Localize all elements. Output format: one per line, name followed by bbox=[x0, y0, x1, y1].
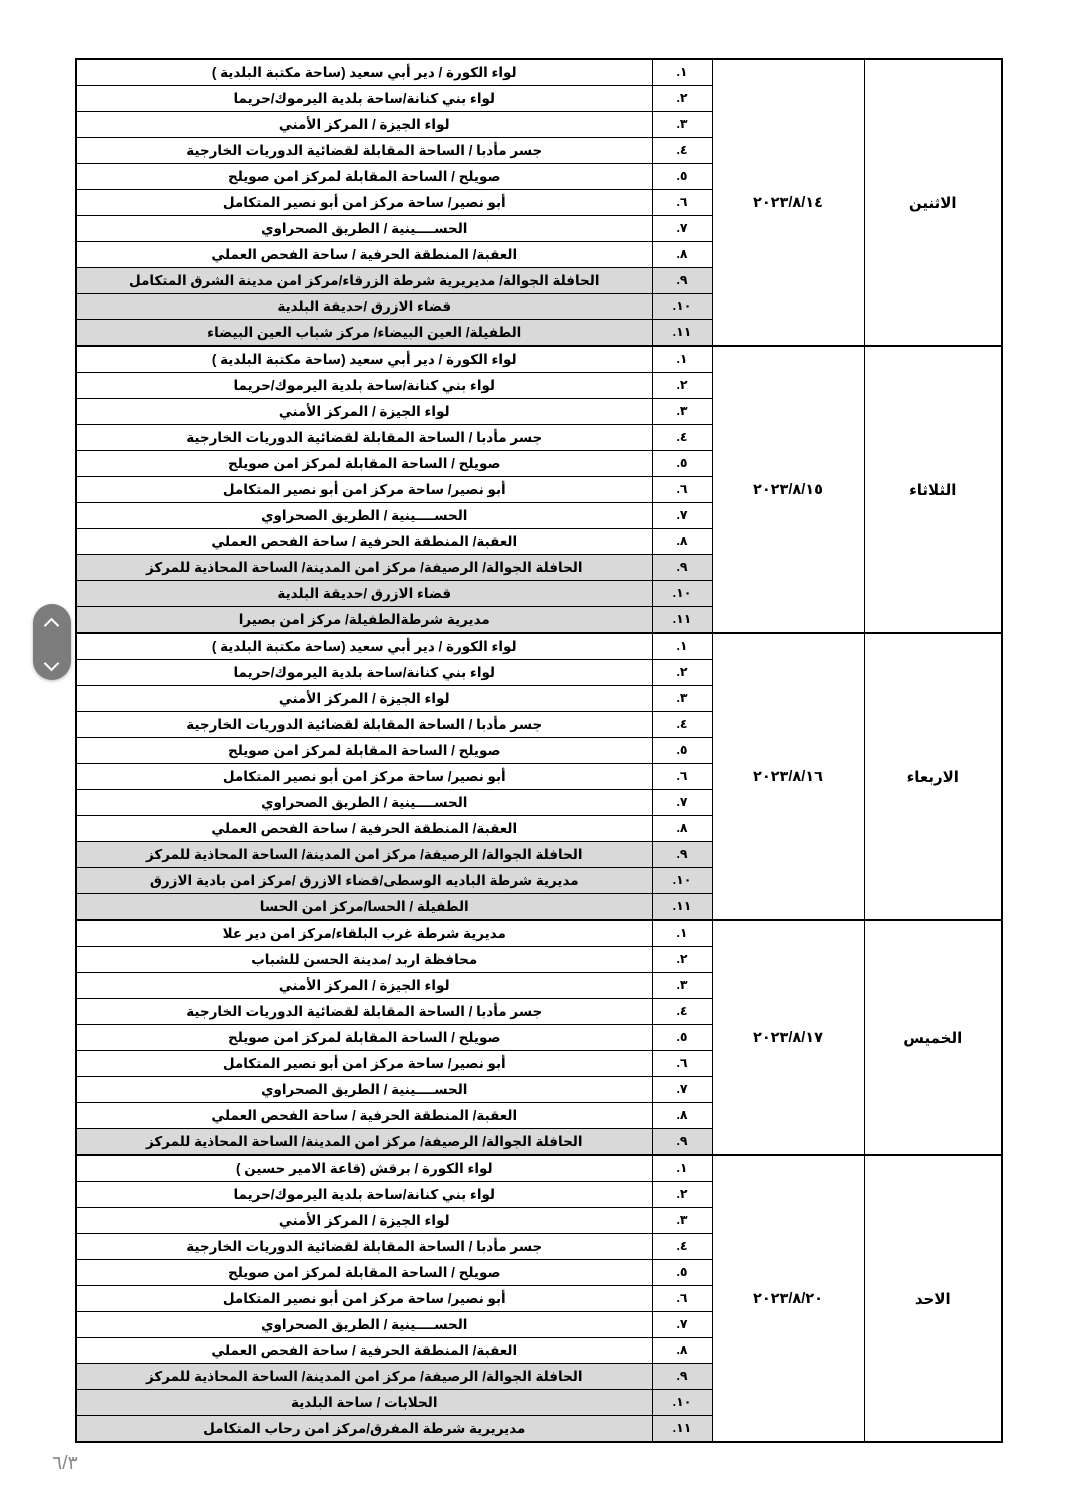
location-cell: الحافلة الجوالة/ الرصيفة/ مركز امن المدينة/ الساحة المحاذية للمركز bbox=[76, 1364, 652, 1390]
row-number-cell: ٨. bbox=[652, 242, 712, 268]
location-cell: الطفيلة/ العين البيضاء/ مركز شباب العين البيضاء bbox=[76, 320, 652, 347]
location-cell: أبو نصير/ ساحة مركز امن أبو نصير المتكامل bbox=[76, 190, 652, 216]
row-number-cell: ١. bbox=[652, 59, 712, 86]
row-number-cell: ١. bbox=[652, 1155, 712, 1182]
day-cell: الاثنين bbox=[864, 59, 1002, 346]
location-cell: الحســــينية / الطريق الصحراوي bbox=[76, 790, 652, 816]
chevron-up-icon[interactable] bbox=[45, 619, 59, 628]
location-cell: لواء الجيزة / المركز الأمني bbox=[76, 1208, 652, 1234]
row-number-cell: ٣. bbox=[652, 112, 712, 138]
row-number-cell: ٤. bbox=[652, 1234, 712, 1260]
row-number-cell: ٥. bbox=[652, 1260, 712, 1286]
row-number-cell: ١٠. bbox=[652, 1390, 712, 1416]
table-row bbox=[76, 59, 1002, 86]
date-cell: ٢٠٢٣/٨/١٥ bbox=[712, 346, 864, 633]
row-number-cell: ٢. bbox=[652, 660, 712, 686]
row-number-cell: ٥. bbox=[652, 164, 712, 190]
location-cell: محافظة اربد /مدينة الحسن للشباب bbox=[76, 947, 652, 973]
row-number-cell: ٩. bbox=[652, 1364, 712, 1390]
location-cell: الحافلة الجوالة/ الرصيفة/ مركز امن المدينة/ الساحة المحاذية للمركز bbox=[76, 555, 652, 581]
row-number-cell: ٧. bbox=[652, 1077, 712, 1103]
location-cell: صويلح / الساحة المقابلة لمركز امن صويلح bbox=[76, 1260, 652, 1286]
location-cell: لواء الكورة / دير أبي سعيد (ساحة مكتبة البلدية ) bbox=[76, 633, 652, 660]
day-cell: الخميس bbox=[864, 920, 1002, 1155]
location-cell: لواء بني كنانة/ساحة بلدية اليرموك/حريما bbox=[76, 86, 652, 112]
day-cell: الثلاثاء bbox=[864, 346, 1002, 633]
chevron-down-icon[interactable] bbox=[45, 657, 59, 666]
row-number-cell: ١. bbox=[652, 920, 712, 947]
row-number-cell: ٨. bbox=[652, 1103, 712, 1129]
table-row bbox=[76, 633, 1002, 660]
row-number-cell: ٥. bbox=[652, 1025, 712, 1051]
row-number-cell: ٣. bbox=[652, 1208, 712, 1234]
row-number-cell: ٣. bbox=[652, 973, 712, 999]
row-number-cell: ٧. bbox=[652, 790, 712, 816]
location-cell: مديرية شرطة الباديه الوسطى/قضاء الازرق /مركز امن بادية الازرق bbox=[76, 868, 652, 894]
row-number-cell: ١. bbox=[652, 346, 712, 373]
location-cell: صويلح / الساحة المقابلة لمركز امن صويلح bbox=[76, 738, 652, 764]
row-number-cell: ٢. bbox=[652, 373, 712, 399]
location-cell: الحافلة الجوالة/ الرصيفة/ مركز امن المدينة/ الساحة المحاذية للمركز bbox=[76, 842, 652, 868]
row-number-cell: ٤. bbox=[652, 712, 712, 738]
row-number-cell: ٤. bbox=[652, 138, 712, 164]
row-number-cell: ٤. bbox=[652, 999, 712, 1025]
location-cell: العقبة/ المنطقة الحرفية / ساحة الفحص العملي bbox=[76, 529, 652, 555]
location-cell: الحافلة الجوالة/ الرصيفة/ مركز امن المدينة/ الساحة المحاذية للمركز bbox=[76, 1129, 652, 1156]
row-number-cell: ٩. bbox=[652, 555, 712, 581]
location-cell: جسر مأدبا / الساحة المقابلة لقضائية الدوريات الخارجية bbox=[76, 138, 652, 164]
location-cell: الحســــينية / الطريق الصحراوي bbox=[76, 503, 652, 529]
location-cell: مديرية شرطة غرب البلقاء/مركز امن دير علا bbox=[76, 920, 652, 947]
location-cell: العقبة/ المنطقة الحرفية / ساحة الفحص العملي bbox=[76, 242, 652, 268]
location-cell: لواء الجيزة / المركز الأمني bbox=[76, 686, 652, 712]
row-number-cell: ٤. bbox=[652, 425, 712, 451]
row-number-cell: ٨. bbox=[652, 529, 712, 555]
day-cell: الاحد bbox=[864, 1155, 1002, 1442]
location-cell: صويلح / الساحة المقابلة لمركز امن صويلح bbox=[76, 451, 652, 477]
location-cell: الحســــينية / الطريق الصحراوي bbox=[76, 1312, 652, 1338]
schedule-table bbox=[75, 58, 1003, 1443]
row-number-cell: ٧. bbox=[652, 216, 712, 242]
schedule-table-container bbox=[77, 58, 1003, 1443]
row-number-cell: ٦. bbox=[652, 1286, 712, 1312]
location-cell: مديرية شرطةالطفيلة/ مركز امن بصيرا bbox=[76, 607, 652, 634]
location-cell: جسر مأدبا / الساحة المقابلة لقضائية الدوريات الخارجية bbox=[76, 712, 652, 738]
row-number-cell: ١٠. bbox=[652, 868, 712, 894]
location-cell: لواء بني كنانة/ساحة بلدية اليرموك/حريما bbox=[76, 1182, 652, 1208]
row-number-cell: ٩. bbox=[652, 1129, 712, 1156]
date-cell: ٢٠٢٣/٨/١٧ bbox=[712, 920, 864, 1155]
row-number-cell: ٥. bbox=[652, 738, 712, 764]
row-number-cell: ١١. bbox=[652, 607, 712, 634]
row-number-cell: ١١. bbox=[652, 894, 712, 921]
row-number-cell: ٨. bbox=[652, 1338, 712, 1364]
location-cell: لواء بني كنانة/ساحة بلدية اليرموك/حريما bbox=[76, 373, 652, 399]
row-number-cell: ٧. bbox=[652, 1312, 712, 1338]
row-number-cell: ٦. bbox=[652, 477, 712, 503]
location-cell: الحلابات / ساحة البلدية bbox=[76, 1390, 652, 1416]
location-cell: أبو نصير/ ساحة مركز امن أبو نصير المتكامل bbox=[76, 1051, 652, 1077]
location-cell: مديريرية شرطة المفرق/مركز امن رحاب المتكامل bbox=[76, 1416, 652, 1443]
location-cell: لواء بني كنانة/ساحة بلدية اليرموك/حريما bbox=[76, 660, 652, 686]
location-cell: صويلح / الساحة المقابلة لمركز امن صويلح bbox=[76, 1025, 652, 1051]
location-cell: صويلح / الساحة المقابلة لمركز امن صويلح bbox=[76, 164, 652, 190]
row-number-cell: ٧. bbox=[652, 503, 712, 529]
location-cell: لواء الجيزة / المركز الأمني bbox=[76, 973, 652, 999]
row-number-cell: ٢. bbox=[652, 1182, 712, 1208]
row-number-cell: ٣. bbox=[652, 399, 712, 425]
location-cell: أبو نصير/ ساحة مركز امن أبو نصير المتكامل bbox=[76, 477, 652, 503]
location-cell: لواء الجيزة / المركز الأمني bbox=[76, 399, 652, 425]
page-number: ٦/٣ bbox=[52, 1453, 78, 1474]
row-number-cell: ٨. bbox=[652, 816, 712, 842]
table-row bbox=[76, 920, 1002, 947]
location-cell: لواء الجيزة / المركز الأمني bbox=[76, 112, 652, 138]
row-number-cell: ٦. bbox=[652, 1051, 712, 1077]
row-number-cell: ١٠. bbox=[652, 294, 712, 320]
date-cell: ٢٠٢٣/٨/٢٠ bbox=[712, 1155, 864, 1442]
row-number-cell: ١١. bbox=[652, 1416, 712, 1443]
location-cell: العقبة/ المنطقة الحرفية / ساحة الفحص العملي bbox=[76, 1338, 652, 1364]
location-cell: أبو نصير/ ساحة مركز امن أبو نصير المتكامل bbox=[76, 1286, 652, 1312]
date-cell: ٢٠٢٣/٨/١٦ bbox=[712, 633, 864, 920]
row-number-cell: ١. bbox=[652, 633, 712, 660]
location-cell: العقبة/ المنطقة الحرفية / ساحة الفحص العملي bbox=[76, 816, 652, 842]
location-cell: قضاء الازرق /حديقة البلدية bbox=[76, 294, 652, 320]
scroll-controls[interactable] bbox=[33, 604, 71, 680]
day-cell: الاربعاء bbox=[864, 633, 1002, 920]
row-number-cell: ٩. bbox=[652, 842, 712, 868]
row-number-cell: ١٠. bbox=[652, 581, 712, 607]
location-cell: لواء الكورة / دير أبي سعيد (ساحة مكتبة البلدية ) bbox=[76, 59, 652, 86]
table-row bbox=[76, 1155, 1002, 1182]
location-cell: قضاء الازرق /حديقة البلدية bbox=[76, 581, 652, 607]
row-number-cell: ١١. bbox=[652, 320, 712, 347]
row-number-cell: ٢. bbox=[652, 947, 712, 973]
location-cell: الحســــينية / الطريق الصحراوي bbox=[76, 216, 652, 242]
row-number-cell: ٣. bbox=[652, 686, 712, 712]
location-cell: أبو نصير/ ساحة مركز امن أبو نصير المتكامل bbox=[76, 764, 652, 790]
row-number-cell: ٦. bbox=[652, 764, 712, 790]
location-cell: لواء الكورة / دير أبي سعيد (ساحة مكتبة البلدية ) bbox=[76, 346, 652, 373]
location-cell: العقبة/ المنطقة الحرفية / ساحة الفحص العملي bbox=[76, 1103, 652, 1129]
row-number-cell: ٥. bbox=[652, 451, 712, 477]
location-cell: لواء الكورة / برقش (قاعة الامير حسين ) bbox=[76, 1155, 652, 1182]
row-number-cell: ٦. bbox=[652, 190, 712, 216]
location-cell: جسر مأدبا / الساحة المقابلة لقضائية الدوريات الخارجية bbox=[76, 999, 652, 1025]
location-cell: الحســــينية / الطريق الصحراوي bbox=[76, 1077, 652, 1103]
row-number-cell: ٢. bbox=[652, 86, 712, 112]
location-cell: الحافلة الجوالة/ مديريرية شرطة الزرقاء/مركز امن مدينة الشرق المتكامل bbox=[76, 268, 652, 294]
location-cell: الطفيلة / الحسا/مركز امن الحسا bbox=[76, 894, 652, 921]
table-row bbox=[76, 346, 1002, 373]
row-number-cell: ٩. bbox=[652, 268, 712, 294]
location-cell: جسر مأدبا / الساحة المقابلة لقضائية الدوريات الخارجية bbox=[76, 425, 652, 451]
location-cell: جسر مأدبا / الساحة المقابلة لقضائية الدوريات الخارجية bbox=[76, 1234, 652, 1260]
date-cell: ٢٠٢٣/٨/١٤ bbox=[712, 59, 864, 346]
